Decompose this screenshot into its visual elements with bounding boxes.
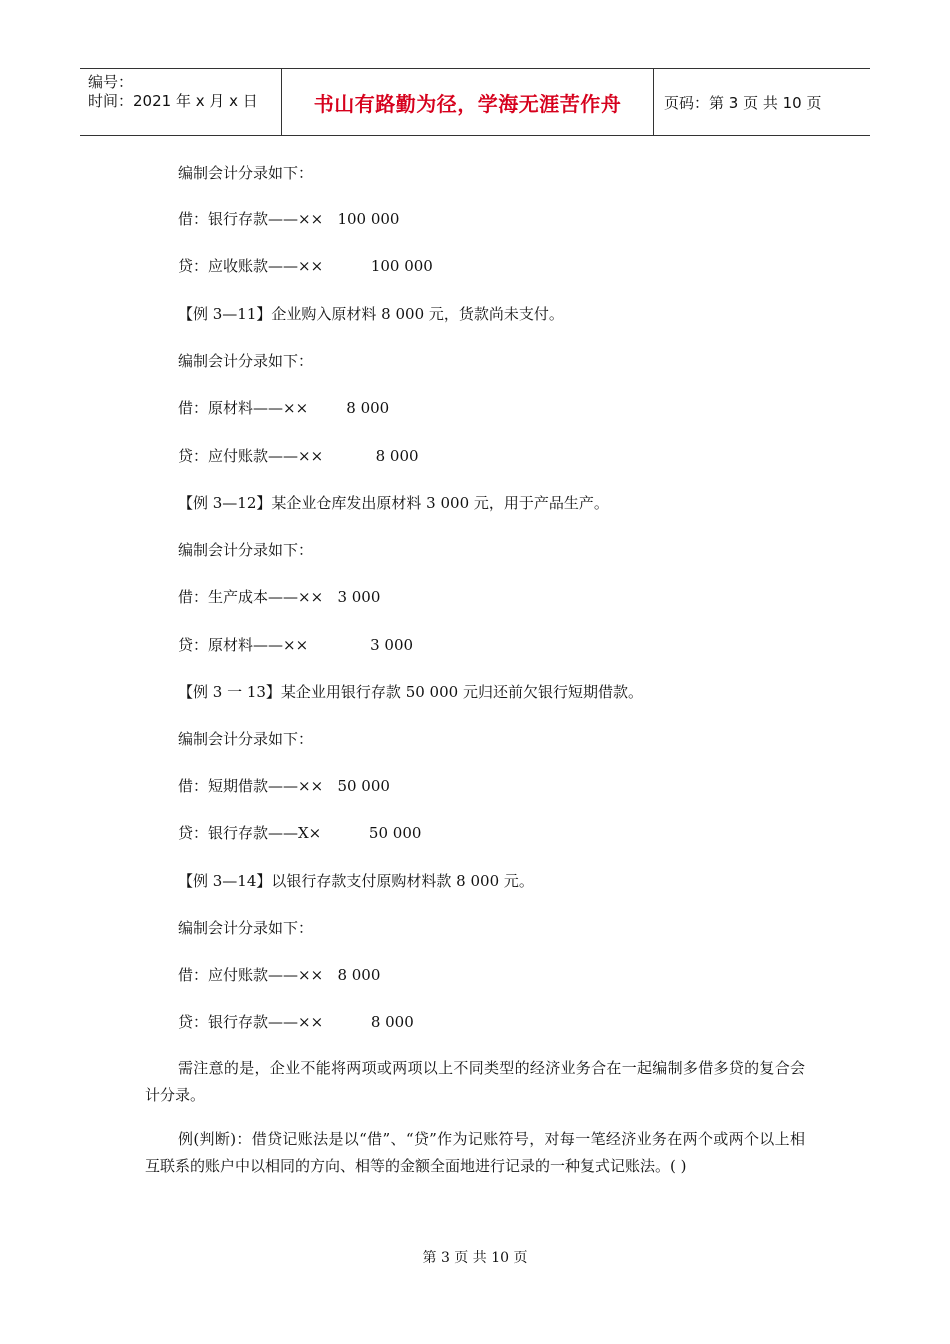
entry-heading: 编制会计分录如下： [178, 164, 314, 182]
debit-entry: 借：原材料——×× 8 000 [178, 399, 390, 417]
debit-entry: 借：生产成本——×× 3 000 [178, 588, 381, 606]
debit-entry: 借：银行存款——×× 100 000 [178, 210, 400, 228]
example-heading: 【例 3—14】以银行存款支付原购材料款 8 000 元。 [178, 872, 534, 890]
debit-entry: 借：短期借款——×× 50 000 [178, 777, 390, 795]
entry-heading: 编制会计分录如下： [178, 352, 314, 370]
header-motto: 书山有路勤为径，学海无涯苦作舟 [313, 91, 622, 116]
credit-entry: 贷：原材料——×× 3 000 [178, 636, 414, 654]
credit-entry: 贷：应付账款——×× 8 000 [178, 447, 419, 465]
page-code-label: 页码：第 3 页 共 10 页 [664, 93, 822, 112]
entry-heading: 编制会计分录如下： [178, 919, 314, 937]
page-header [80, 68, 870, 136]
note-paragraph: 需注意的是，企业不能将两项或两项以上不同类型的经济业务合在一起编制多借多贷的复合会计分录。 [145, 1059, 805, 1104]
credit-entry: 贷：银行存款——×× 8 000 [178, 1013, 414, 1031]
header-page-code [654, 69, 870, 135]
entry-heading: 编制会计分录如下： [178, 730, 314, 748]
example-heading: 【例 3 一 13】某企业用银行存款 50 000 元归还前欠银行短期借款。 [178, 683, 643, 701]
document-date-label: 时间：2021 年 x 月 x 日 [88, 92, 258, 110]
example-heading: 【例 3—12】某企业仓库发出原材料 3 000 元，用于产品生产。 [178, 494, 609, 512]
header-motto-cell [281, 69, 654, 135]
page-footer [0, 1247, 950, 1267]
document-number-label: 编号： [88, 73, 134, 91]
example-heading: 【例 3—11】企业购入原材料 8 000 元，货款尚未支付。 [178, 305, 564, 323]
judgment-paragraph: 例(判断)：借贷记账法是以“借”、“贷”作为记账符号，对每一笔经济业务在两个或两个以上相互联系的账户中以相同的方向、相等的金额全面地进行记录的一种复式记账法。( ) [145, 1130, 805, 1175]
debit-entry: 借：应付账款——×× 8 000 [178, 966, 381, 984]
footer-page-number: 第 3 页 共 10 页 [422, 1250, 528, 1266]
credit-entry: 贷：银行存款——X× 50 000 [178, 824, 422, 842]
credit-entry: 贷：应收账款——×× 100 000 [178, 257, 433, 275]
header-meta [80, 69, 281, 135]
entry-heading: 编制会计分录如下： [178, 541, 314, 559]
